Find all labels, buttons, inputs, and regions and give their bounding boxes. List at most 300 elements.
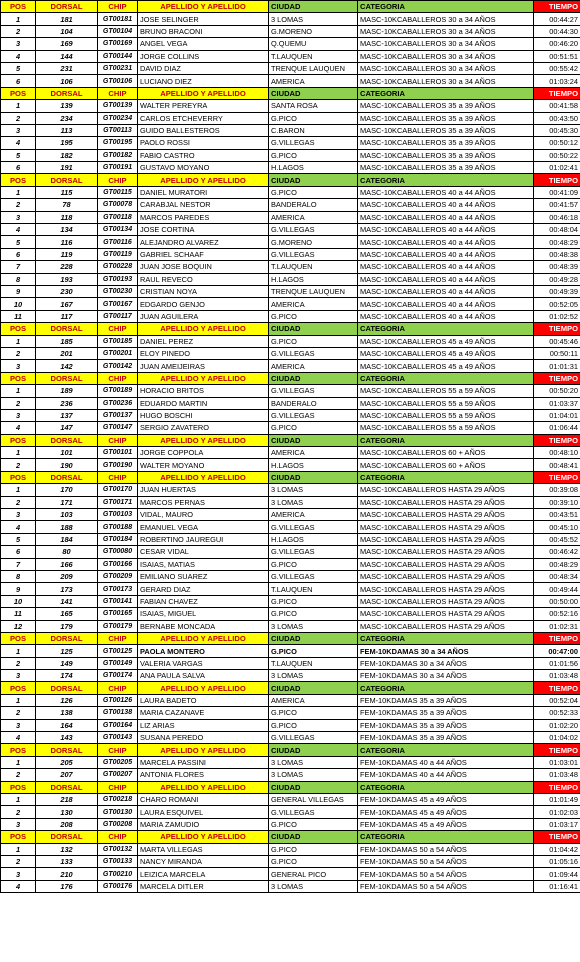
category-header-row xyxy=(1,831,580,843)
city-cell: SANTA ROSA xyxy=(269,100,358,112)
category-cell: MASC-10KCABALLEROS 40 a 44 AÑOS xyxy=(358,236,534,248)
position-cell: 3 xyxy=(1,868,36,880)
city-cell: G.PICO xyxy=(269,843,358,855)
header-dorsal: DORSAL xyxy=(36,434,98,446)
time-cell: 00:39:08 xyxy=(534,484,580,496)
bib-cell: 130 xyxy=(36,806,98,818)
runner-name-cell: JUAN AGUILERA xyxy=(138,310,269,322)
position-cell: 6 xyxy=(1,546,36,558)
position-cell: 3 xyxy=(1,509,36,521)
runner-name-cell: VIDAL, MAURO xyxy=(138,509,269,521)
category-cell: MASC-10KCABALLEROS 35 a 39 AÑOS xyxy=(358,112,534,124)
chip-cell: GT00170 xyxy=(98,484,138,496)
result-row xyxy=(1,199,580,211)
header-chip: CHIP xyxy=(98,1,138,13)
chip-cell: GT00205 xyxy=(98,756,138,768)
runner-name-cell: VALERIA VARGAS xyxy=(138,657,269,669)
header-dorsal: DORSAL xyxy=(36,372,98,384)
category-cell: MASC-10KCABALLEROS 30 a 34 AÑOS xyxy=(358,13,534,25)
bib-cell: 137 xyxy=(36,409,98,421)
chip-cell: GT00185 xyxy=(98,335,138,347)
result-row xyxy=(1,546,580,558)
category-cell: MASC-10KCABALLEROS 30 a 34 AÑOS xyxy=(358,50,534,62)
city-cell: AMERICA xyxy=(269,75,358,87)
chip-cell: GT00230 xyxy=(98,285,138,297)
header-name: APELLIDO Y APELLIDO xyxy=(138,1,269,13)
result-row xyxy=(1,360,580,372)
position-cell: 7 xyxy=(1,261,36,273)
header-category: CATEGORIA xyxy=(358,174,534,186)
chip-cell: GT00193 xyxy=(98,273,138,285)
header-city: CIUDAD xyxy=(269,471,358,483)
header-pos: POS xyxy=(1,632,36,644)
runner-name-cell: DAVID DIAZ xyxy=(138,62,269,74)
chip-cell: GT00130 xyxy=(98,806,138,818)
bib-cell: 117 xyxy=(36,310,98,322)
runner-name-cell: FABIO CASTRO xyxy=(138,149,269,161)
bib-cell: 190 xyxy=(36,459,98,471)
city-cell: 3 LOMAS xyxy=(269,880,358,892)
header-chip: CHIP xyxy=(98,471,138,483)
time-cell: 00:52:05 xyxy=(534,298,580,310)
result-row xyxy=(1,447,580,459)
bib-cell: 80 xyxy=(36,546,98,558)
runner-name-cell: CARABJAL NESTOR xyxy=(138,199,269,211)
header-name: APELLIDO Y APELLIDO xyxy=(138,632,269,644)
position-cell: 2 xyxy=(1,459,36,471)
category-cell: MASC-10KCABALLEROS 60 + AÑOS xyxy=(358,459,534,471)
chip-cell: GT00119 xyxy=(98,248,138,260)
header-chip: CHIP xyxy=(98,434,138,446)
result-row xyxy=(1,670,580,682)
bib-cell: 189 xyxy=(36,385,98,397)
position-cell: 4 xyxy=(1,137,36,149)
runner-name-cell: ALEJANDRO ALVAREZ xyxy=(138,236,269,248)
chip-cell: GT00167 xyxy=(98,298,138,310)
bib-cell: 176 xyxy=(36,880,98,892)
position-cell: 5 xyxy=(1,149,36,161)
category-cell: FEM-10KDAMAS 35 a 39 AÑOS xyxy=(358,707,534,719)
runner-name-cell: EMILIANO SUAREZ xyxy=(138,570,269,582)
result-row xyxy=(1,570,580,582)
city-cell: AMERICA xyxy=(269,694,358,706)
position-cell: 9 xyxy=(1,285,36,297)
chip-cell: GT00190 xyxy=(98,459,138,471)
time-cell: 01:04:42 xyxy=(534,843,580,855)
category-cell: MASC-10KCABALLEROS HASTA 29 AÑOS xyxy=(358,558,534,570)
chip-cell: GT00210 xyxy=(98,868,138,880)
chip-cell: GT00080 xyxy=(98,546,138,558)
city-cell: G.PICO xyxy=(269,855,358,867)
header-time: TIEMPO xyxy=(534,831,580,843)
bib-cell: 228 xyxy=(36,261,98,273)
city-cell: G.PICO xyxy=(269,818,358,830)
chip-cell: GT00173 xyxy=(98,583,138,595)
time-cell: 01:16:41 xyxy=(534,880,580,892)
header-time: TIEMPO xyxy=(534,174,580,186)
position-cell: 1 xyxy=(1,385,36,397)
time-cell: 01:02:20 xyxy=(534,719,580,731)
category-header-row xyxy=(1,434,580,446)
runner-name-cell: BRUNO BRACONI xyxy=(138,25,269,37)
time-cell: 00:50:12 xyxy=(534,137,580,149)
bib-cell: 231 xyxy=(36,62,98,74)
time-cell: 00:45:30 xyxy=(534,124,580,136)
time-cell: 01:01:56 xyxy=(534,657,580,669)
time-cell: 00:52:04 xyxy=(534,694,580,706)
time-cell: 00:41:09 xyxy=(534,186,580,198)
result-row xyxy=(1,186,580,198)
chip-cell: GT00171 xyxy=(98,496,138,508)
position-cell: 2 xyxy=(1,855,36,867)
header-name: APELLIDO Y APELLIDO xyxy=(138,744,269,756)
position-cell: 6 xyxy=(1,248,36,260)
position-cell: 2 xyxy=(1,347,36,359)
category-header-row xyxy=(1,781,580,793)
result-row xyxy=(1,298,580,310)
time-cell: 00:50:11 xyxy=(534,347,580,359)
category-header-row xyxy=(1,174,580,186)
result-row xyxy=(1,112,580,124)
result-row xyxy=(1,261,580,273)
header-dorsal: DORSAL xyxy=(36,323,98,335)
runner-name-cell: ANA PAULA SALVA xyxy=(138,670,269,682)
category-header-row xyxy=(1,323,580,335)
header-pos: POS xyxy=(1,372,36,384)
category-cell: MASC-10KCABALLEROS 30 a 34 AÑOS xyxy=(358,38,534,50)
time-cell: 00:48:41 xyxy=(534,459,580,471)
bib-cell: 104 xyxy=(36,25,98,37)
bib-cell: 181 xyxy=(36,13,98,25)
bib-cell: 119 xyxy=(36,248,98,260)
position-cell: 8 xyxy=(1,273,36,285)
header-name: APELLIDO Y APELLIDO xyxy=(138,682,269,694)
chip-cell: GT00133 xyxy=(98,855,138,867)
runner-name-cell: NANCY MIRANDA xyxy=(138,855,269,867)
city-cell: G.VILLEGAS xyxy=(269,521,358,533)
position-cell: 1 xyxy=(1,13,36,25)
header-city: CIUDAD xyxy=(269,831,358,843)
city-cell: H.LAGOS xyxy=(269,273,358,285)
category-cell: FEM-10KDAMAS 30 a 34 AÑOS xyxy=(358,670,534,682)
city-cell: G.VILLEGAS xyxy=(269,248,358,260)
runner-name-cell: MARCOS PAREDES xyxy=(138,211,269,223)
position-cell: 2 xyxy=(1,25,36,37)
result-row xyxy=(1,224,580,236)
city-cell: 3 LOMAS xyxy=(269,670,358,682)
result-row xyxy=(1,707,580,719)
chip-cell: GT00139 xyxy=(98,100,138,112)
chip-cell: GT00218 xyxy=(98,794,138,806)
time-cell: 00:41:57 xyxy=(534,199,580,211)
header-chip: CHIP xyxy=(98,87,138,99)
result-row xyxy=(1,756,580,768)
category-cell: MASC-10KCABALLEROS 35 a 39 AÑOS xyxy=(358,124,534,136)
chip-cell: GT00149 xyxy=(98,657,138,669)
result-row xyxy=(1,818,580,830)
header-pos: POS xyxy=(1,781,36,793)
bib-cell: 103 xyxy=(36,509,98,521)
bib-cell: 236 xyxy=(36,397,98,409)
category-cell: MASC-10KCABALLEROS 55 a 59 AÑOS xyxy=(358,397,534,409)
chip-cell: GT00209 xyxy=(98,570,138,582)
header-city: CIUDAD xyxy=(269,744,358,756)
runner-name-cell: ROBERTINO JAUREGUI xyxy=(138,533,269,545)
chip-cell: GT00115 xyxy=(98,186,138,198)
category-cell: MASC-10KCABALLEROS HASTA 29 AÑOS xyxy=(358,509,534,521)
time-cell: 01:05:16 xyxy=(534,855,580,867)
category-cell: FEM-10KDAMAS 35 a 39 AÑOS xyxy=(358,719,534,731)
time-cell: 01:06:44 xyxy=(534,422,580,434)
result-row xyxy=(1,533,580,545)
city-cell: H.LAGOS xyxy=(269,533,358,545)
position-cell: 1 xyxy=(1,843,36,855)
position-cell: 1 xyxy=(1,186,36,198)
result-row xyxy=(1,124,580,136)
runner-name-cell: JOSE CORTINA xyxy=(138,224,269,236)
header-chip: CHIP xyxy=(98,372,138,384)
runner-name-cell: PAOLO ROSSI xyxy=(138,137,269,149)
header-city: CIUDAD xyxy=(269,87,358,99)
header-chip: CHIP xyxy=(98,682,138,694)
category-cell: MASC-10KCABALLEROS 40 a 44 AÑOS xyxy=(358,273,534,285)
chip-cell: GT00141 xyxy=(98,595,138,607)
city-cell: 3 LOMAS xyxy=(269,769,358,781)
bib-cell: 169 xyxy=(36,38,98,50)
runner-name-cell: EDGARDO GENJO xyxy=(138,298,269,310)
header-chip: CHIP xyxy=(98,323,138,335)
category-cell: MASC-10KCABALLEROS HASTA 29 AÑOS xyxy=(358,620,534,632)
runner-name-cell: MARTA VILLEGAS xyxy=(138,843,269,855)
runner-name-cell: LUCIANO DIEZ xyxy=(138,75,269,87)
chip-cell: GT00144 xyxy=(98,50,138,62)
result-row xyxy=(1,521,580,533)
bib-cell: 164 xyxy=(36,719,98,731)
position-cell: 3 xyxy=(1,409,36,421)
time-cell: 00:49:39 xyxy=(534,285,580,297)
category-cell: MASC-10KCABALLEROS 35 a 39 AÑOS xyxy=(358,162,534,174)
runner-name-cell: DANIEL MURATORI xyxy=(138,186,269,198)
chip-cell: GT00125 xyxy=(98,645,138,657)
category-cell: MASC-10KCABALLEROS 40 a 44 AÑOS xyxy=(358,298,534,310)
header-pos: POS xyxy=(1,831,36,843)
chip-cell: GT00166 xyxy=(98,558,138,570)
city-cell: BANDERALO xyxy=(269,199,358,211)
runner-name-cell: HORACIO BRITOS xyxy=(138,385,269,397)
header-city: CIUDAD xyxy=(269,372,358,384)
time-cell: 00:52:16 xyxy=(534,608,580,620)
header-name: APELLIDO Y APELLIDO xyxy=(138,87,269,99)
time-cell: 01:01:49 xyxy=(534,794,580,806)
city-cell: G.PICO xyxy=(269,645,358,657)
position-cell: 11 xyxy=(1,608,36,620)
bib-cell: 230 xyxy=(36,285,98,297)
time-cell: 00:41:58 xyxy=(534,100,580,112)
runner-name-cell: JUAN JOSE BOQUIN xyxy=(138,261,269,273)
runner-name-cell: FABIAN CHAVEZ xyxy=(138,595,269,607)
header-category: CATEGORIA xyxy=(358,781,534,793)
category-cell: MASC-10KCABALLEROS 40 a 44 AÑOS xyxy=(358,211,534,223)
header-category: CATEGORIA xyxy=(358,1,534,13)
bib-cell: 171 xyxy=(36,496,98,508)
category-header-row xyxy=(1,744,580,756)
category-cell: MASC-10KCABALLEROS 55 a 59 AÑOS xyxy=(358,385,534,397)
chip-cell: GT00191 xyxy=(98,162,138,174)
category-cell: MASC-10KCABALLEROS HASTA 29 AÑOS xyxy=(358,570,534,582)
header-time: TIEMPO xyxy=(534,744,580,756)
time-cell: 01:09:44 xyxy=(534,868,580,880)
runner-name-cell: GUSTAVO MOYANO xyxy=(138,162,269,174)
header-pos: POS xyxy=(1,87,36,99)
chip-cell: GT00132 xyxy=(98,843,138,855)
bib-cell: 182 xyxy=(36,149,98,161)
result-row xyxy=(1,149,580,161)
result-row xyxy=(1,409,580,421)
position-cell: 11 xyxy=(1,310,36,322)
chip-cell: GT00179 xyxy=(98,620,138,632)
category-cell: FEM-10KDAMAS 40 a 44 AÑOS xyxy=(358,769,534,781)
runner-name-cell: WALTER PEREYRA xyxy=(138,100,269,112)
city-cell: 3 LOMAS xyxy=(269,484,358,496)
header-name: APELLIDO Y APELLIDO xyxy=(138,434,269,446)
runner-name-cell: JUAN HUERTAS xyxy=(138,484,269,496)
category-cell: MASC-10KCABALLEROS HASTA 29 AÑOS xyxy=(358,496,534,508)
bib-cell: 125 xyxy=(36,645,98,657)
header-category: CATEGORIA xyxy=(358,632,534,644)
city-cell: T.LAUQUEN xyxy=(269,50,358,62)
bib-cell: 184 xyxy=(36,533,98,545)
runner-name-cell: PAOLA MONTERO xyxy=(138,645,269,657)
position-cell: 2 xyxy=(1,707,36,719)
runner-name-cell: GERARD DIAZ xyxy=(138,583,269,595)
city-cell: T.LAUQUEN xyxy=(269,583,358,595)
category-cell: MASC-10KCABALLEROS HASTA 29 AÑOS xyxy=(358,583,534,595)
category-cell: MASC-10KCABALLEROS 40 a 44 AÑOS xyxy=(358,224,534,236)
runner-name-cell: MARCOS PERNAS xyxy=(138,496,269,508)
city-cell: 3 LOMAS xyxy=(269,756,358,768)
position-cell: 4 xyxy=(1,521,36,533)
city-cell: G.MORENO xyxy=(269,25,358,37)
bib-cell: 185 xyxy=(36,335,98,347)
result-row xyxy=(1,236,580,248)
result-row xyxy=(1,50,580,62)
chip-cell: GT00165 xyxy=(98,608,138,620)
result-row xyxy=(1,509,580,521)
chip-cell: GT00147 xyxy=(98,422,138,434)
city-cell: G.PICO xyxy=(269,186,358,198)
time-cell: 00:48:34 xyxy=(534,570,580,582)
runner-name-cell: CARLOS ETCHEVERRY xyxy=(138,112,269,124)
time-cell: 01:02:31 xyxy=(534,620,580,632)
city-cell: G.PICO xyxy=(269,422,358,434)
position-cell: 8 xyxy=(1,570,36,582)
header-dorsal: DORSAL xyxy=(36,831,98,843)
category-cell: MASC-10KCABALLEROS 40 a 44 AÑOS xyxy=(358,248,534,260)
city-cell: G.VILLEGAS xyxy=(269,806,358,818)
runner-name-cell: SERGIO ZAVATERO xyxy=(138,422,269,434)
runner-name-cell: ANTONIA FLORES xyxy=(138,769,269,781)
time-cell: 00:46:18 xyxy=(534,211,580,223)
results-body xyxy=(1,1,580,893)
position-cell: 1 xyxy=(1,484,36,496)
header-name: APELLIDO Y APELLIDO xyxy=(138,174,269,186)
category-cell: FEM-10KDAMAS 30 a 34 AÑOS xyxy=(358,645,534,657)
result-row xyxy=(1,732,580,744)
runner-name-cell: DANIEL PEREZ xyxy=(138,335,269,347)
runner-name-cell: EDUARDO MARTIN xyxy=(138,397,269,409)
bib-cell: 195 xyxy=(36,137,98,149)
runner-name-cell: CHARO ROMANI xyxy=(138,794,269,806)
header-dorsal: DORSAL xyxy=(36,1,98,13)
bib-cell: 165 xyxy=(36,608,98,620)
runner-name-cell: EMANUEL VEGA xyxy=(138,521,269,533)
header-pos: POS xyxy=(1,174,36,186)
city-cell: H.LAGOS xyxy=(269,459,358,471)
header-category: CATEGORIA xyxy=(358,682,534,694)
time-cell: 01:01:31 xyxy=(534,360,580,372)
city-cell: 3 LOMAS xyxy=(269,496,358,508)
time-cell: 00:49:44 xyxy=(534,583,580,595)
city-cell: G.VILLEGAS xyxy=(269,409,358,421)
category-cell: MASC-10KCABALLEROS 40 a 44 AÑOS xyxy=(358,310,534,322)
result-row xyxy=(1,347,580,359)
position-cell: 1 xyxy=(1,447,36,459)
header-city: CIUDAD xyxy=(269,632,358,644)
position-cell: 5 xyxy=(1,533,36,545)
position-cell: 3 xyxy=(1,211,36,223)
time-cell: 00:48:29 xyxy=(534,558,580,570)
time-cell: 00:55:42 xyxy=(534,62,580,74)
runner-name-cell: CESAR VIDAL xyxy=(138,546,269,558)
time-cell: 00:46:42 xyxy=(534,546,580,558)
header-chip: CHIP xyxy=(98,174,138,186)
category-cell: MASC-10KCABALLEROS 45 a 49 AÑOS xyxy=(358,360,534,372)
position-cell: 7 xyxy=(1,558,36,570)
time-cell: 01:03:24 xyxy=(534,75,580,87)
time-cell: 01:03:17 xyxy=(534,818,580,830)
category-cell: FEM-10KDAMAS 50 a 54 AÑOS xyxy=(358,880,534,892)
chip-cell: GT00078 xyxy=(98,199,138,211)
runner-name-cell: LAURA BADETO xyxy=(138,694,269,706)
header-city: CIUDAD xyxy=(269,434,358,446)
chip-cell: GT00176 xyxy=(98,880,138,892)
runner-name-cell: RAUL REVECO xyxy=(138,273,269,285)
header-chip: CHIP xyxy=(98,831,138,843)
time-cell: 00:39:10 xyxy=(534,496,580,508)
city-cell: G.PICO xyxy=(269,310,358,322)
time-cell: 00:48:39 xyxy=(534,261,580,273)
city-cell: G.PICO xyxy=(269,608,358,620)
result-row xyxy=(1,211,580,223)
bib-cell: 166 xyxy=(36,558,98,570)
category-cell: FEM-10KDAMAS 40 a 44 AÑOS xyxy=(358,756,534,768)
city-cell: G.VILLEGAS xyxy=(269,546,358,558)
category-cell: FEM-10KDAMAS 45 a 49 AÑOS xyxy=(358,794,534,806)
city-cell: TRENQUE LAUQUEN xyxy=(269,62,358,74)
time-cell: 00:45:10 xyxy=(534,521,580,533)
category-cell: MASC-10KCABALLEROS HASTA 29 AÑOS xyxy=(358,521,534,533)
result-row xyxy=(1,843,580,855)
result-row xyxy=(1,385,580,397)
city-cell: BANDERALO xyxy=(269,397,358,409)
position-cell: 1 xyxy=(1,756,36,768)
header-time: TIEMPO xyxy=(534,781,580,793)
position-cell: 3 xyxy=(1,670,36,682)
chip-cell: GT00234 xyxy=(98,112,138,124)
chip-cell: GT00207 xyxy=(98,769,138,781)
result-row xyxy=(1,645,580,657)
category-cell: MASC-10KCABALLEROS HASTA 29 AÑOS xyxy=(358,608,534,620)
